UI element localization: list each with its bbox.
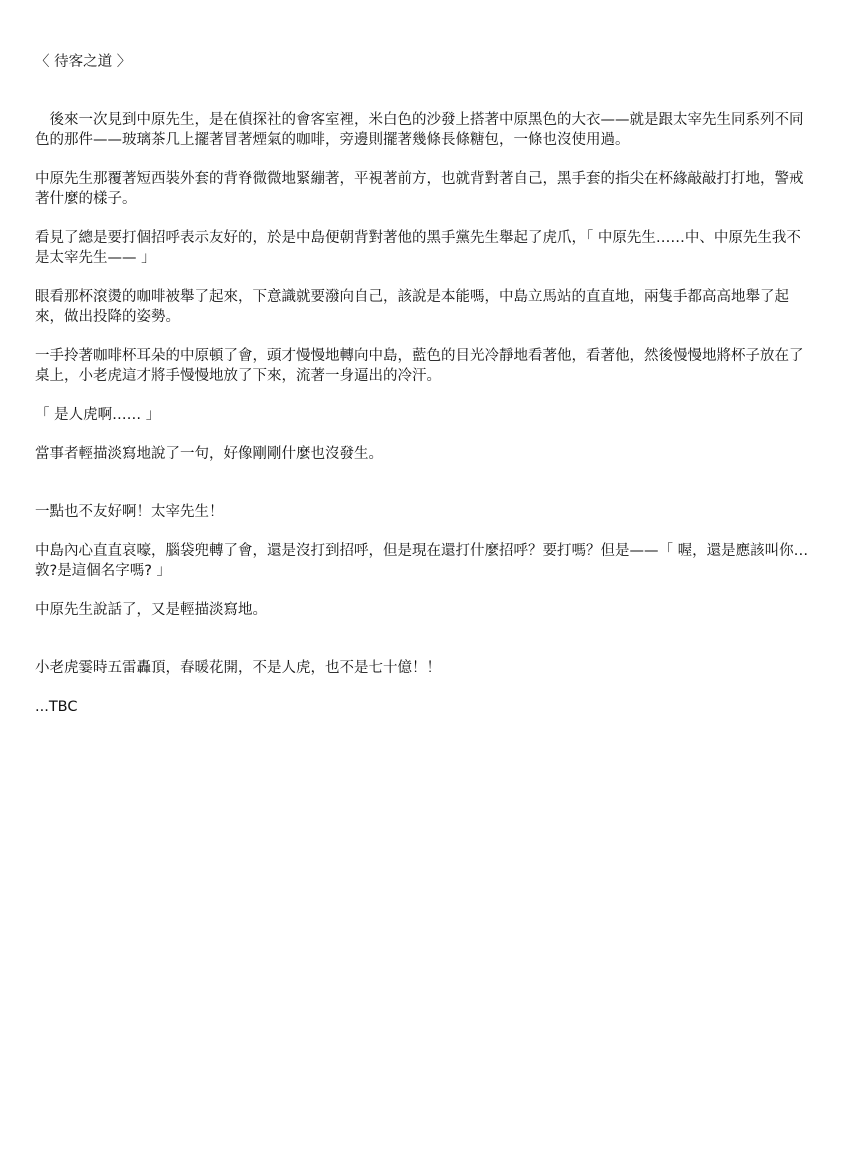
paragraph-4: 眼看那杯滾燙的咖啡被舉了起來，下意識就要潑向自己，該說是本能嗎，中島立馬站的直直地，兩隻手都高高地舉了起來，做出投降的姿勢。 (35, 289, 789, 325)
spacer (35, 522, 815, 541)
spacer (35, 72, 815, 110)
paragraph-12: ...TBC (35, 699, 78, 715)
spacer (35, 327, 815, 346)
spacer (35, 581, 815, 600)
paragraph-1: 後來一次見到中原先生，是在偵探社的會客室裡，米白色的沙發上搭著中原黑色的大衣——就是跟太宰先生同系列不同色的那件——玻璃茶几上擺著冒著煙氣的咖啡，旁邊則擺著幾條長條糖包，一條也沒使用過。 (35, 112, 804, 148)
spacer (35, 209, 815, 228)
spacer (35, 150, 815, 169)
spacer (35, 678, 815, 697)
document-page (35, 52, 815, 717)
document-title: 〈 待客之道 〉 (35, 54, 132, 70)
paragraph-8: 一點也不友好啊！太宰先生！ (35, 504, 224, 520)
paragraph-5: 一手拎著咖啡杯耳朵的中原頓了會，頭才慢慢地轉向中島，藍色的目光冷靜地看著他，看著他，然後慢慢地將杯子放在了桌上，小老虎這才將手慢慢地放了下來，流著一身逼出的冷汗。 (35, 348, 804, 384)
paragraph-2: 中原先生那覆著短西裝外套的背脊微微地緊繃著，平視著前方，也就背對著自己，黑手套的指尖在杯緣敲敲打打地，警戒著什麼的樣子。 (35, 171, 804, 207)
spacer (35, 620, 815, 658)
paragraph-7: 當事者輕描淡寫地說了一句，好像剛剛什麼也沒發生。 (35, 446, 383, 462)
paragraph-11: 小老虎霎時五雷轟頂，春暖花開，不是人虎，也不是七十億！！ (35, 660, 441, 676)
spacer (35, 268, 815, 287)
paragraph-3: 看見了總是要打個招呼表示友好的，於是中島便朝背對著他的黑手黨先生舉起了虎爪，「 中原先生……中、中原先生我不是太宰先生—— 」 (35, 230, 801, 266)
spacer (35, 425, 815, 444)
spacer (35, 464, 815, 502)
paragraph-9: 中島內心直直哀嚎，腦袋兜轉了會，還是沒打到招呼，但是現在還打什麼招呼？要打嗎？但是——「 喔，還是應該叫你…敦?是這個名字嗎? 」 (35, 543, 809, 579)
paragraph-10: 中原先生說話了，又是輕描淡寫地。 (35, 602, 267, 618)
spacer (35, 386, 815, 405)
paragraph-6: 「 是人虎啊…… 」 (35, 407, 161, 423)
